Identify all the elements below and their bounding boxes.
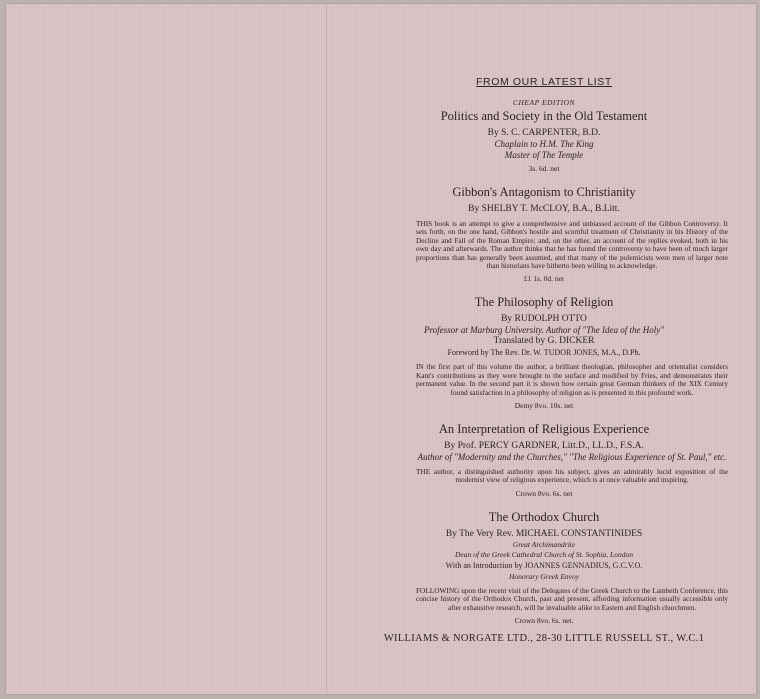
author-credential: Chaplain to H.M. The King (494, 139, 594, 149)
edition-label: CHEAP EDITION (513, 98, 575, 107)
author-credential: Author of "Modernity and the Churches," "The Religious Experience of St. Paul," etc. (417, 452, 727, 463)
author-credential: Master of The Temple (504, 150, 584, 160)
author-credential: Dean of the Greek Cathedral Church of St. Sophia, London (455, 549, 633, 559)
book-author: By SHELBY T. McCLOY, B.A., B.Litt. (468, 204, 620, 214)
list-heading: FROM OUR LATEST LIST (476, 76, 612, 88)
envoy-line: Honorary Greek Envoy (508, 571, 580, 581)
author-credential: Great Archimandrite (512, 539, 576, 549)
book-price: 3s. 6d. net (528, 164, 560, 173)
book-price: Crown 8vo. 6s. net. (514, 616, 574, 626)
book-entry-3 (332, 295, 756, 410)
book-title: The Orthodox Church (488, 509, 600, 524)
book-author: By RUDOLPH OTTO (501, 314, 587, 325)
book-description: THIS book is an attempt to give a comprehensive and unbiassed account of the Gibbon Controversy. It sets forth, on the one hand, Gibbon's hostile and scornful treatment of Christianity in his History of the Decline and Fall of the Roman Empire; and, on the other, an account of the replies evoked, both in his own day and afterwards. The author thinks that he has found the controversy to have been of much larger proportions than has generally been assumed, and that many of the polemicists were men of larger note than historians have hitherto been willing to acknowledge. (416, 219, 728, 271)
book-price: £1 1s. 0d. net (523, 274, 565, 284)
book-title: Gibbon's Antagonism to Christianity (452, 185, 636, 199)
center-fold (326, 4, 328, 694)
introduction-line: With an Introduction by JOANNES GENNADIUS, G.C.V.O. (445, 560, 643, 570)
foreword-line: Foreword by The Rev. Dr. W. TUDOR JONES, M.A., D.Ph. (447, 348, 641, 358)
book-author: By S. C. CARPENTER, B.D. (487, 128, 601, 138)
book-author: By Prof. PERCY GARDNER, Litt.D., LL.D., F.S.A. (444, 441, 644, 452)
book-title: An Interpretation of Religious Experience (438, 422, 650, 437)
book-entry-4 (332, 422, 756, 498)
book-description: THE author, a distinguished authority upon his subject, gives an admirably lucid exposition of the modernist view of religious experience, which is at once valuable and inspiring. (416, 467, 728, 485)
book-price: Demy 8vo. 10s. net (514, 401, 574, 411)
book-author: By The Very Rev. MICHAEL CONSTANTINIDES (445, 528, 643, 539)
book-title: Politics and Society in the Old Testament (440, 109, 648, 123)
book-description: FOLLOWING upon the recent visit of the Delegates of the Greek Church to the Lambeth Conference, this concise history of the Orthodox Church, past and present, affording information usually accessible only after exhaustive research, will be invaluable alike to Eastern and English churchmen. (416, 585, 728, 612)
book-entry-2 (332, 185, 756, 283)
book-title: The Philosophy of Religion (474, 295, 614, 310)
author-credential: Professor at Marburg University. Author of "The Idea of the Holy" (424, 325, 664, 336)
book-price: Crown 8vo. 6s. net (515, 488, 573, 498)
publisher-address: WILLIAMS & NORGATE LTD., 28-30 LITTLE RUSSELL ST., W.C.1 (383, 633, 705, 645)
pamphlet-sheet (6, 4, 756, 694)
book-list-panel (332, 76, 756, 644)
book-description: IN the first part of this volume the author, a brilliant theologian, philosopher and orientalist considers Kant's contributions as they were brought to the surface and modified by Fries, and demonstrates their permanent value. In the second part it is shown how certain great German thinkers of the XIX Century found satisfaction in a philosophy of religion as is presented in this profound work. (416, 362, 728, 397)
translator-line: Translated by G. DICKER (493, 336, 595, 347)
book-entry-1 (332, 98, 756, 173)
book-entry-5 (332, 510, 756, 625)
